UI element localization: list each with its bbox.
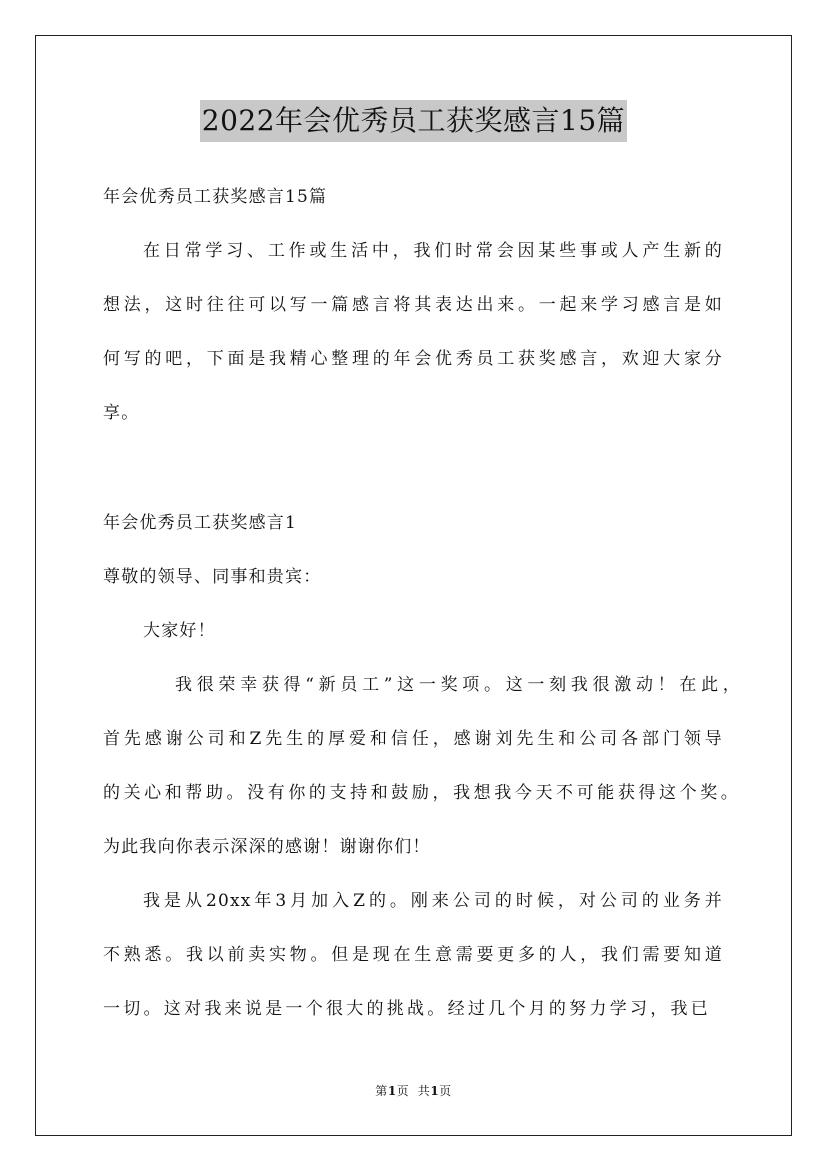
para1-line-1: 我很荣幸获得“新员工”这一奖项。这一刻我很激动！在此， [175, 675, 741, 695]
footer-page-mid: 页 共 [396, 1084, 431, 1098]
salutation: 尊敬的领导、同事和贵宾： [103, 567, 322, 587]
para2-line-2: 不熟悉。我以前卖实物。但是现在生意需要更多的人，我们需要知道 [103, 945, 723, 965]
para1-line-2: 首先感谢公司和Z先生的厚爱和信任，感谢刘先生和公司各部门领导 [103, 729, 723, 749]
footer-page-number: 1 [387, 1084, 397, 1098]
para2-line-3: 一切。这对我来说是一个很大的挑战。经过几个月的努力学习，我已 [103, 999, 709, 1019]
footer-page-total: 1 [430, 1084, 440, 1098]
intro-line-2: 想法，这时往往可以写一篇感言将其表达出来。一起来学习感言是如 [103, 295, 723, 315]
title-container [0, 100, 827, 142]
intro-line-3: 何写的吧，下面是我精心整理的年会优秀员工获奖感言，欢迎大家分 [103, 349, 723, 369]
greeting: 大家好！ [143, 621, 216, 641]
footer-page-prefix: 第 [375, 1084, 388, 1098]
para1-line-4: 为此我向你表示深深的感谢！谢谢你们！ [103, 837, 431, 857]
page-footer [0, 1082, 827, 1099]
para1-line-3: 的关心和帮助。没有你的支持和鼓励，我想我今天不可能获得这个奖。 [103, 783, 739, 803]
section-heading: 年会优秀员工获奖感言1 [103, 513, 298, 533]
intro-line-1: 在日常学习、工作或生活中，我们时常会因某些事或人产生新的 [143, 241, 723, 261]
intro-line-4: 享。 [103, 403, 140, 423]
footer-page-suffix: 页 [439, 1084, 452, 1098]
document-title: 2022年会优秀员工获奖感言15篇 [200, 100, 627, 142]
subtitle: 年会优秀员工获奖感言15篇 [103, 187, 328, 207]
para2-line-1: 我是从20xx年3月加入Z的。刚来公司的时候，对公司的业务并 [143, 891, 723, 911]
